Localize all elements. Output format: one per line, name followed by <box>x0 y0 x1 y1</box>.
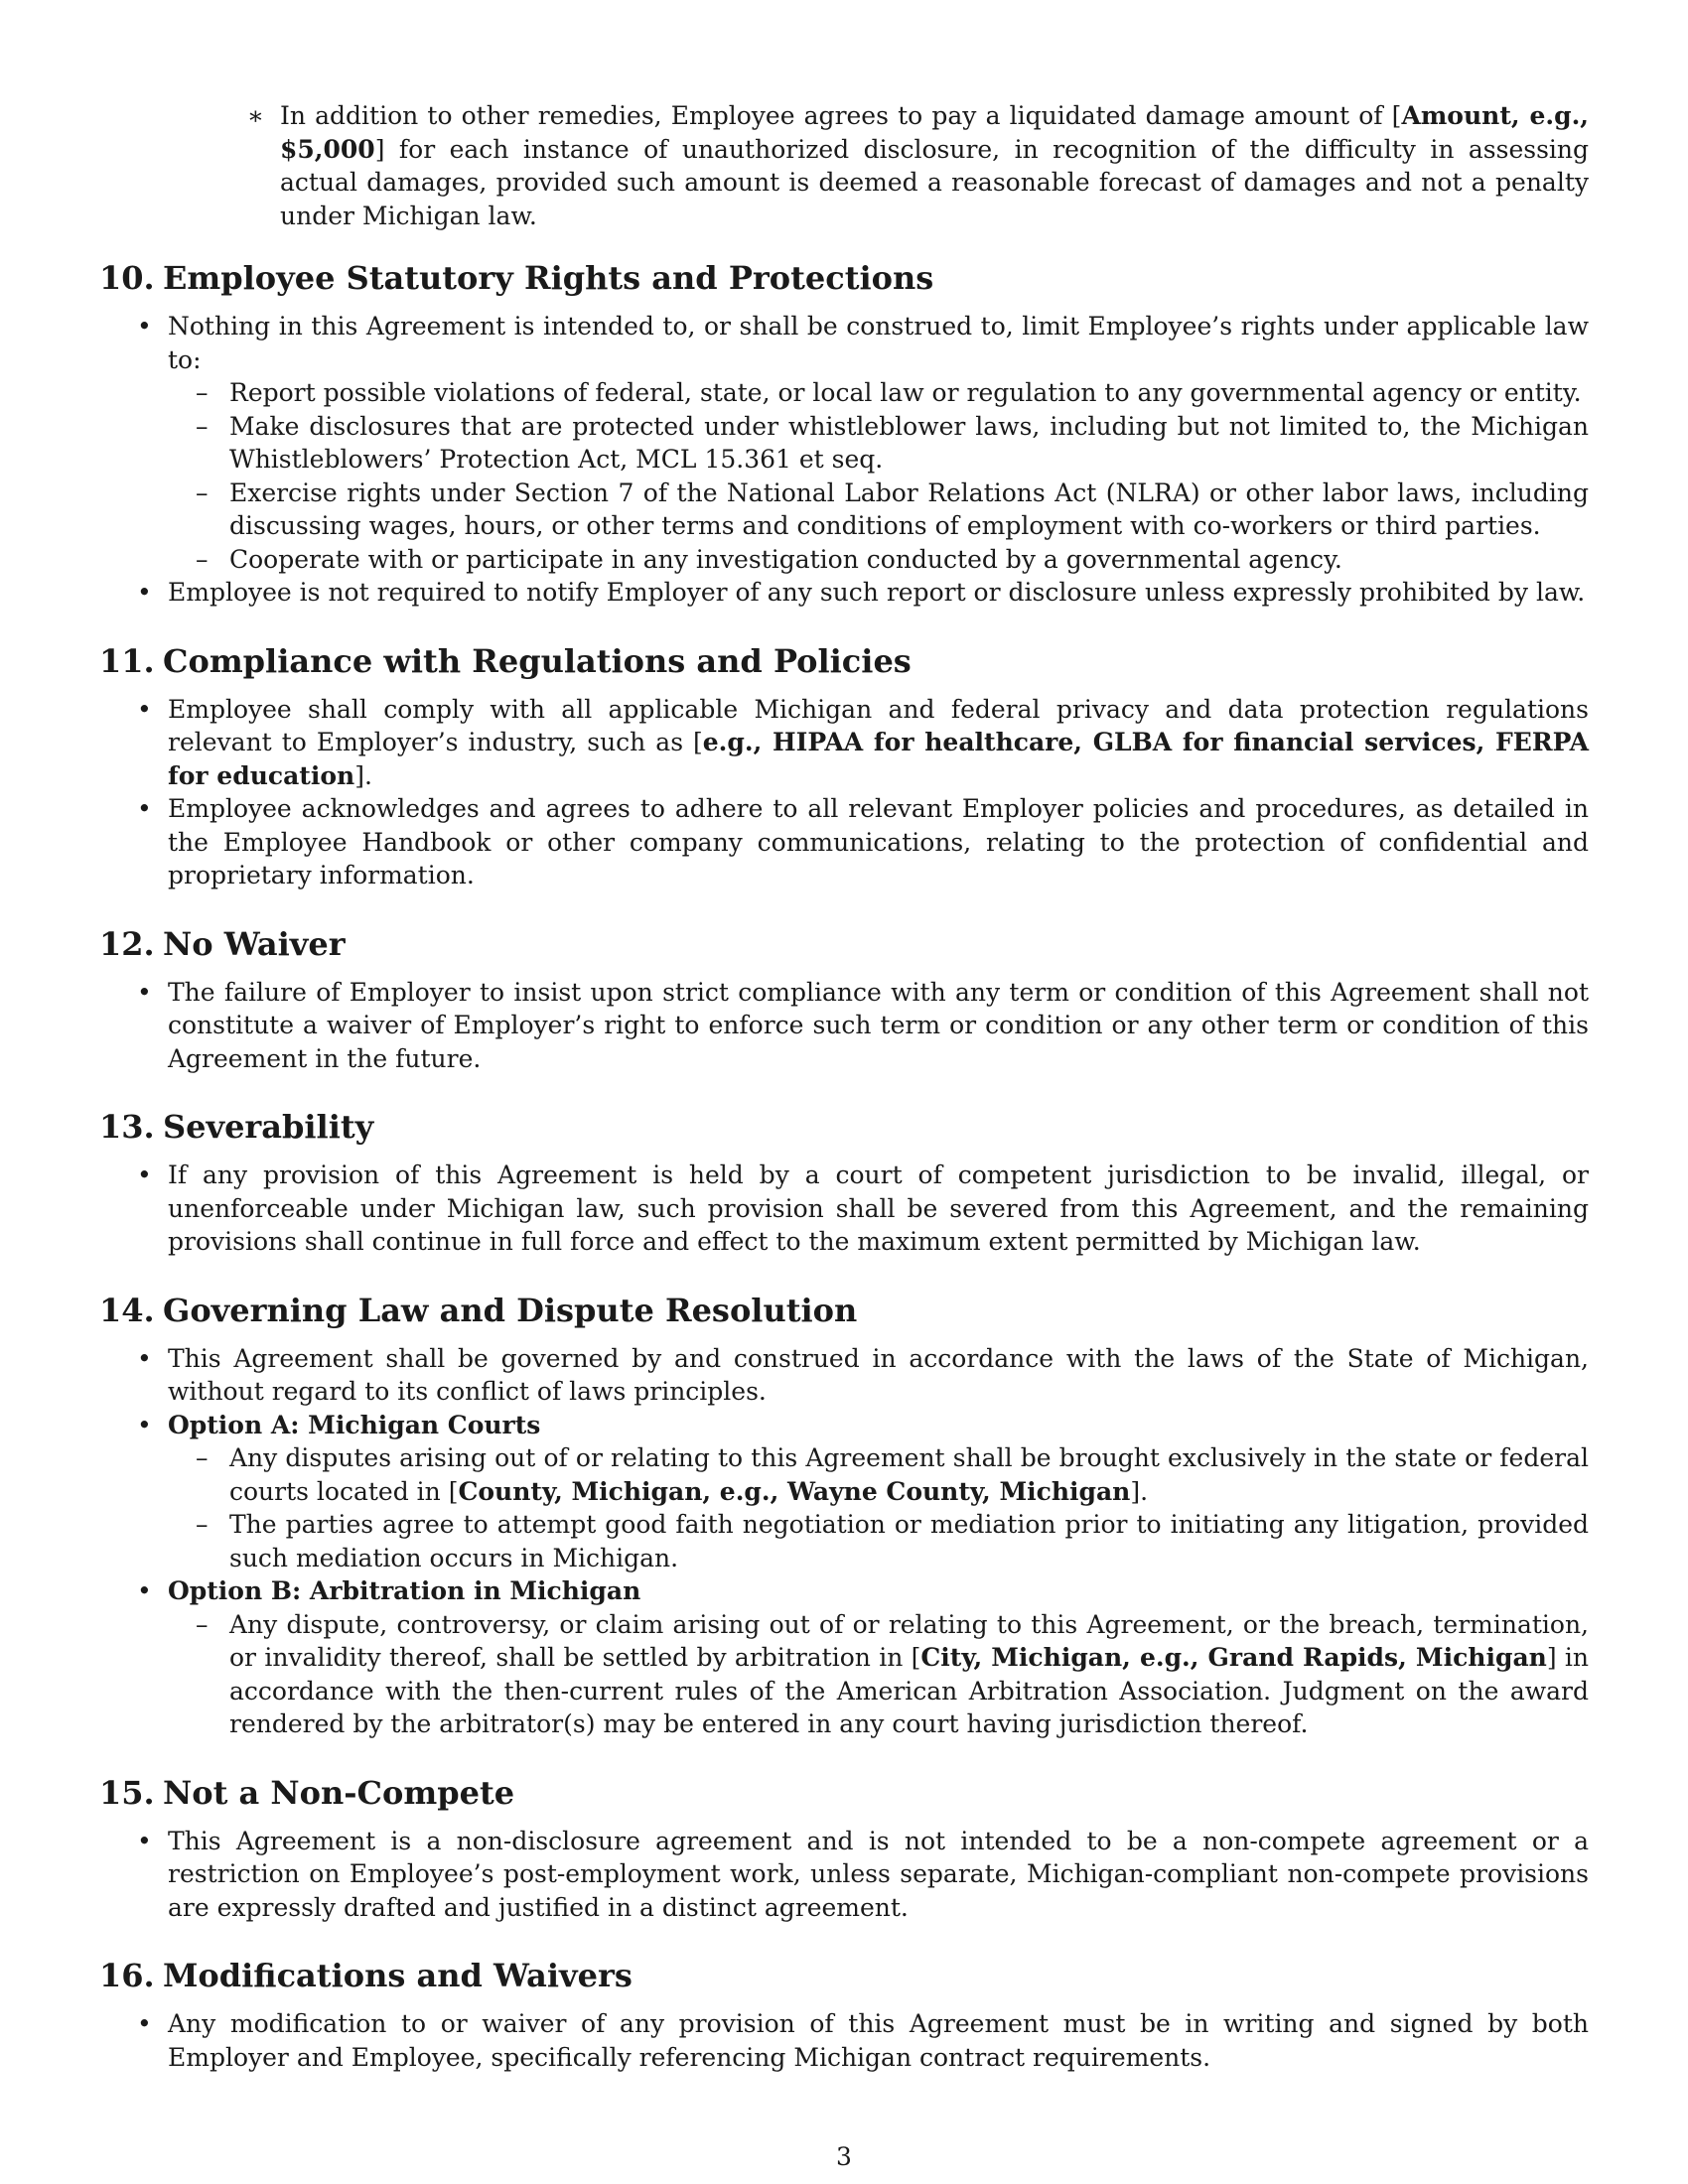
section-bullets <box>99 1159 1589 1259</box>
bullet-item-option-b: • Option B: Arbitration in Michigan – Any dispute, controversy, or claim arising out of or relating to this Agreement, or the breach, termination, or invalidity thereof, shall be settled by arbitration in [City, Michigan, e.g., Grand Rapids, Michigan] in accordance with the then-current rules of the American Arbitration Association. Judgment on the award rendered by the arbitrator(s) may be entered in any court having jurisdiction thereof. <box>99 1574 1589 1741</box>
page-number: 3 <box>836 2142 852 2171</box>
bullet-item: • Employee acknowledges and agrees to adhere to all relevant Employer policies and procedures, as detailed in the Employee Handbook or other company communications, relating to the protection of confidential and proprietary information. <box>137 794 1589 889</box>
bullet-item-option-a: • Option A: Michigan Courts – Any disputes arising out of or relating to this Agreement shall be brought exclusively in the state or federal courts located in [County, Michigan, e.g., Wayne County, Michigan]. – The parties agree to attempt good faith negotiation or mediation prior to initiating any litigation, provided such mediation occurs in Michigan. <box>99 1409 1589 1575</box>
bullet-item: • This Agreement shall be governed by and construed in accordance with the laws of the State of Michigan, without regard to its conflict of laws principles. <box>137 1343 1589 1406</box>
city-placeholder: City, Michigan, e.g., Grand Rapids, Michigan <box>920 1643 1547 1672</box>
section-15 <box>99 1773 1589 1925</box>
bullet-item: • Any modification to or waiver of any provision of this Agreement must be in writing and signed by both Employer and Employee, specifically referencing Michigan contract requirements. <box>137 2009 1589 2072</box>
section-13 <box>99 1107 1589 1259</box>
section-bullets <box>99 2007 1589 2074</box>
option-b-label: Option B: Arbitration in Michigan <box>168 1576 641 1605</box>
amount-placeholder: Amount, e.g., $5,000 <box>280 101 1589 164</box>
section-12 <box>99 924 1589 1076</box>
county-placeholder: County, Michigan, e.g., Wayne County, Michigan <box>458 1476 1131 1506</box>
section-heading: 11. Compliance with Regulations and Policies <box>99 641 912 680</box>
sub-item: – Make disclosures that are protected under whistleblower laws, including but not limited to, the Michigan Whistleblowers’ Protection Act, MCL 15.361 et seq. <box>196 411 1589 474</box>
sub-item: – Any dispute, controversy, or claim arising out of or relating to this Agreement, or the breach, termination, or invalidity thereof, shall be settled by arbitration in [City, Michigan, e.g., Grand Rapids, Michigan] in accordance with the then-current rules of the American Arbitration Association. Judgment on the award rendered by the arbitrator(s) may be entered in any court having jurisdiction thereof. <box>196 1609 1590 1738</box>
sub-list <box>168 1441 1589 1574</box>
option-a-label: Option A: Michigan Courts <box>168 1410 541 1439</box>
section-heading: 10. Employee Statutory Rights and Protections <box>99 259 934 297</box>
sub-list <box>168 1608 1589 1741</box>
section-heading: 16. Modifications and Waivers <box>99 1957 633 1994</box>
section-bullets <box>99 1825 1589 1925</box>
sub-list <box>168 376 1589 576</box>
bullet-marker: • <box>137 312 152 341</box>
sub-item: – The parties agree to attempt good faith negotiation or mediation prior to initiating any litigation, provided such mediation occurs in Michigan. <box>196 1510 1589 1572</box>
section-11 <box>99 641 1589 892</box>
section-heading: 15. Not a Non-Compete <box>99 1773 515 1812</box>
liquidated-damages-item: ∗ In addition to other remedies, Employee agrees to pay a liquidated damage amount of [Amount, e.g., $5,000] for each instance of unauthorized disclosure, in recognition of the difficulty in assessing actual damages, provided such amount is deemed a reasonable forecast of damages and not a penalty under Michigan law. <box>247 101 1589 230</box>
bullet-item: • Employee shall comply with all applicable Michigan and federal privacy and data protection regulations relevant to Employer’s industry, such as [e.g., HIPAA for healthcare, GLBA for financial services, FERPA for education]. <box>137 694 1589 790</box>
section-heading: 12. No Waiver <box>99 924 346 963</box>
sub-item: – Exercise rights under Section 7 of the National Labor Relations Act (NLRA) or other labor laws, including discussing wages, hours, or other terms and conditions of employment with co-workers or third parties. <box>196 478 1589 540</box>
section-10 <box>99 258 1589 610</box>
bullet-item: • Nothing in this Agreement is intended to, or shall be construed to, limit Employee’s rights under applicable law to: – Report possible violations of federal, state, or local law or regulation to any governmental agency or entity. – Make disclosures that are protected under whistleblower laws, including but not limited to, the Michigan Whistleblowers’ Protection Act, MCL 15.361 et seq. – Exercise rights under Section 7 of the National Labor Relations Act (NLRA) or other labor laws, including discussing wages, hours, or other terms and conditions of employment with co-workers or third parties. – Cooperate with or participate in any investigation conducted by a governmental agency. <box>99 310 1589 576</box>
section-16 <box>99 1956 1589 2074</box>
section-heading: 13. Severability <box>99 1108 374 1146</box>
document-body <box>99 99 1589 2074</box>
bullet-item: • Employee is not required to notify Employer of any such report or disclosure unless expressly prohibited by law. <box>137 578 1586 607</box>
sub-item: – Cooperate with or participate in any investigation conducted by a governmental agency. <box>196 544 1342 574</box>
bullet-item: • If any provision of this Agreement is held by a court of competent jurisdiction to be invalid, illegal, or unenforceable under Michigan law, such provision shall be severed from this Agreement, and the remaining provisions shall continue in full force and effect to the maximum extent permitted by Michigan law. <box>137 1160 1589 1256</box>
sub-item: – Any disputes arising out of or relating to this Agreement shall be brought exclusively in the state or federal courts located in [County, Michigan, e.g., Wayne County, Michigan]. <box>196 1443 1589 1506</box>
section-heading: 14. Governing Law and Dispute Resolution <box>99 1291 858 1329</box>
section-bullets <box>99 1342 1589 1741</box>
sub-item: – Report possible violations of federal, state, or local law or regulation to any governmental agency or entity. <box>196 378 1582 407</box>
bullet-item: • The failure of Employer to insist upon strict compliance with any term or condition of this Agreement shall not constitute a waiver of Employer’s right to enforce such term or condition or any other term or condition of this Agreement in the future. <box>137 977 1589 1073</box>
asterisk-marker: ∗ <box>247 101 264 130</box>
bullet-item: • This Agreement is a non-disclosure agreement and is not intended to be a non-compete agreement or a restriction on Employee’s post-employment work, unless separate, Michigan-compliant non-compete provisions are expressly drafted and justified in a distinct agreement. <box>137 1826 1589 1922</box>
section-bullets <box>99 310 1589 610</box>
section-bullets <box>99 693 1589 892</box>
section-bullets <box>99 976 1589 1076</box>
section-14 <box>99 1291 1589 1741</box>
